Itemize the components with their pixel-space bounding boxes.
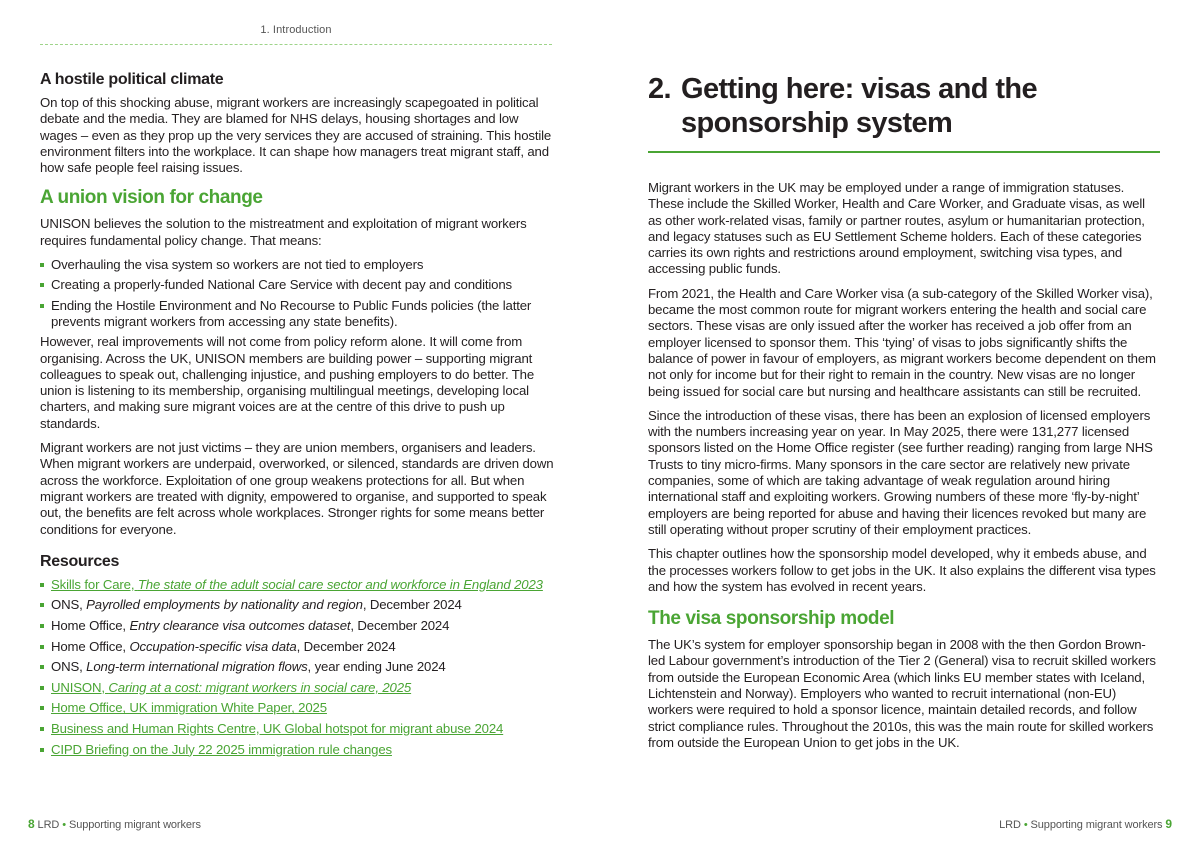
vision-paragraph-1: However, real improvements will not come from policy reform alone. It will come from organising. Across the UK, UNISON members are building power – supporting migrant colleagues to speak out, challenging injustice, and pushing employers to do better. The union is listening to its membership, organising multilingual meetings, developing local charters, and making sure migrant voices are at the centre of this drive to push up standards.	[40, 334, 535, 431]
bullet-icon	[40, 283, 44, 287]
bullet-icon	[40, 624, 44, 628]
publication-title: Supporting migrant workers	[68, 819, 201, 831]
page-number: 8	[28, 817, 35, 831]
section-heading-sponsorship: The visa sponsorship model	[648, 608, 895, 630]
bullet-icon	[40, 665, 44, 669]
resource-item: Home Office, Entry clearance visa outcomes dataset, December 2024	[40, 618, 554, 634]
resources-list	[40, 577, 554, 758]
resource-link[interactable]: Skills for Care, The state of the adult social care sector and workforce in England 2023	[51, 576, 543, 592]
bullet-icon	[40, 603, 44, 607]
separator-dot: •	[62, 819, 66, 831]
bullet-icon	[40, 706, 44, 710]
publisher: LRD	[999, 819, 1021, 831]
right-column	[648, 180, 1162, 759]
section-heading-vision: A union vision for change	[40, 187, 263, 209]
resource-link[interactable]: Business and Human Rights Centre, UK Global hotspot for migrant abuse 2024	[51, 720, 504, 736]
page-footer-left	[28, 817, 201, 831]
bullet-icon	[40, 263, 44, 267]
resource-link[interactable]: CIPD Briefing on the July 22 2025 immigration rule changes	[51, 741, 392, 757]
body-paragraph: From 2021, the Health and Care Worker visa (a sub-category of the Skilled Worker visa), became the most common route for migrant workers entering the health and social care sectors. These visas are only issued after the worker has received a job offer from an employer licensed to sponsor them. This ‘tying’ of visas to jobs significantly shifts the balance of power in favour of employers, as migrant workers become dependent on them not only for income but for their right to remain in the country. New visas are no longer being issued for social care but nursing and healthcare assistants can still be recruited.	[648, 285, 1156, 399]
running-head: 1. Introduction	[260, 24, 332, 36]
vision-intro: UNISON believes the solution to the mistreatment and exploitation of migrant workers requires fundamental policy change. That means:	[40, 216, 527, 248]
left-column	[40, 70, 554, 762]
resource-item: ONS, Long-term international migration flows, year ending June 2024	[40, 659, 554, 675]
resource-link[interactable]: UNISON, Caring at a cost: migrant workers in social care, 2025	[51, 679, 412, 695]
hostile-paragraph: On top of this shocking abuse, migrant workers are increasingly scapegoated in political debate and the media. They are blamed for NHS delays, housing shortages and low wages – even as they prop up the very services they are accused of straining. This hostile environment filters into the workplace. It can shape how managers treat migrant staff, and how safe people feel raising issues.	[40, 95, 552, 176]
resource-item[interactable]	[40, 721, 554, 737]
bullet-icon	[40, 304, 44, 308]
bullet-icon	[40, 727, 44, 731]
bullet-icon	[40, 645, 44, 649]
resource-item[interactable]	[40, 742, 554, 758]
body-paragraph: This chapter outlines how the sponsorship model developed, why it embeds abuse, and the processes workers follow to get jobs in the UK. It also explains the different visa types and how the system has evolved in recent years.	[648, 546, 1156, 594]
chapter-heading: Getting here: visas and the sponsorship system	[681, 73, 1038, 139]
chapter-title	[648, 72, 1168, 140]
section-heading-resources: Resources	[40, 552, 120, 570]
publication-title: Supporting migrant workers	[1030, 819, 1163, 831]
resource-item: Home Office, Occupation-specific visa data, December 2024	[40, 639, 554, 655]
chapter-number: 2.	[648, 73, 671, 105]
resource-item[interactable]	[40, 680, 554, 696]
resource-item[interactable]	[40, 700, 554, 716]
resource-item[interactable]	[40, 577, 554, 593]
resource-link[interactable]: Home Office, UK immigration White Paper, 2025	[51, 700, 327, 716]
body-paragraph: Migrant workers in the UK may be employed under a range of immigration statuses. These include the Skilled Worker, Health and Care Worker, and Graduate visas, as well as other work-related visas, family or partner routes, asylum or humanitarian protection, and legacy statuses such as EU Settlement Scheme holders. Each of these categories carries its own rights and restrictions around employment, switching visa types, and accessing public funds.	[648, 180, 1145, 277]
resource-item: ONS, Payrolled employments by nationality and region, December 2024	[40, 597, 554, 613]
bullet-icon	[40, 748, 44, 752]
vision-bullet-list	[40, 257, 554, 330]
right-page	[600, 0, 1200, 852]
list-item: Overhauling the visa system so workers are not tied to employers	[40, 257, 554, 273]
page-footer-right	[999, 817, 1172, 831]
list-item: Creating a properly-funded National Care Service with decent pay and conditions	[40, 277, 554, 293]
section-heading-hostile: A hostile political climate	[40, 71, 224, 88]
running-head-rule	[40, 44, 552, 45]
bullet-icon	[40, 583, 44, 587]
page-number: 9	[1165, 817, 1172, 831]
bullet-icon	[40, 686, 44, 690]
separator-dot: •	[1023, 819, 1028, 831]
vision-paragraph-2: Migrant workers are not just victims – they are union members, organisers and leaders. When migrant workers are underpaid, overworked, or silenced, standards are driven down across the workforce. Exploitation of one group weakens protections for all. But when migrant workers are treated with dignity, empowered to organise, and supported to speak out, the benefits are felt across whole workplaces. Stronger rights for some means better conditions for everyone.	[40, 440, 554, 537]
list-item: Ending the Hostile Environment and No Recourse to Public Funds policies (the latter prevents migrant workers from accessing any state benefits).	[40, 298, 554, 331]
publisher: LRD	[37, 819, 60, 831]
body-paragraph: Since the introduction of these visas, there has been an explosion of licensed employers with the numbers increasing year on year. In May 2025, there were 131,277 licensed sponsors listed on the Home Office register (see further reading) ranging from large NHS Trusts to tiny micro-firms. Many sponsors in the care sector are relatively new private companies, some of which are taking advantage of weak regulation around hiring international staff and exploiting workers. Growing numbers of these more ‘fly-by-night’ employers are being reported for abuse and having their licences revoked but many are still operating without proper scrutiny of their employment practices.	[648, 407, 1153, 537]
sponsorship-paragraph: The UK’s system for employer sponsorship began in 2008 with the then Gordon Brown-led Labour government’s introduction of the Tier 2 (General) visa to recruit skilled workers from outside the European Economic Area (which links EU member states with Iceland, Lichtenstein and Norway). Employers who wanted to recruit international (non-EU) workers were required to hold a sponsor licence, maintain detailed records, and follow strict compliance rules. Throughout the 2010s, this was the main route for skilled workers from outside the European Union to get jobs in the UK.	[648, 637, 1156, 750]
chapter-rule	[648, 151, 1160, 153]
